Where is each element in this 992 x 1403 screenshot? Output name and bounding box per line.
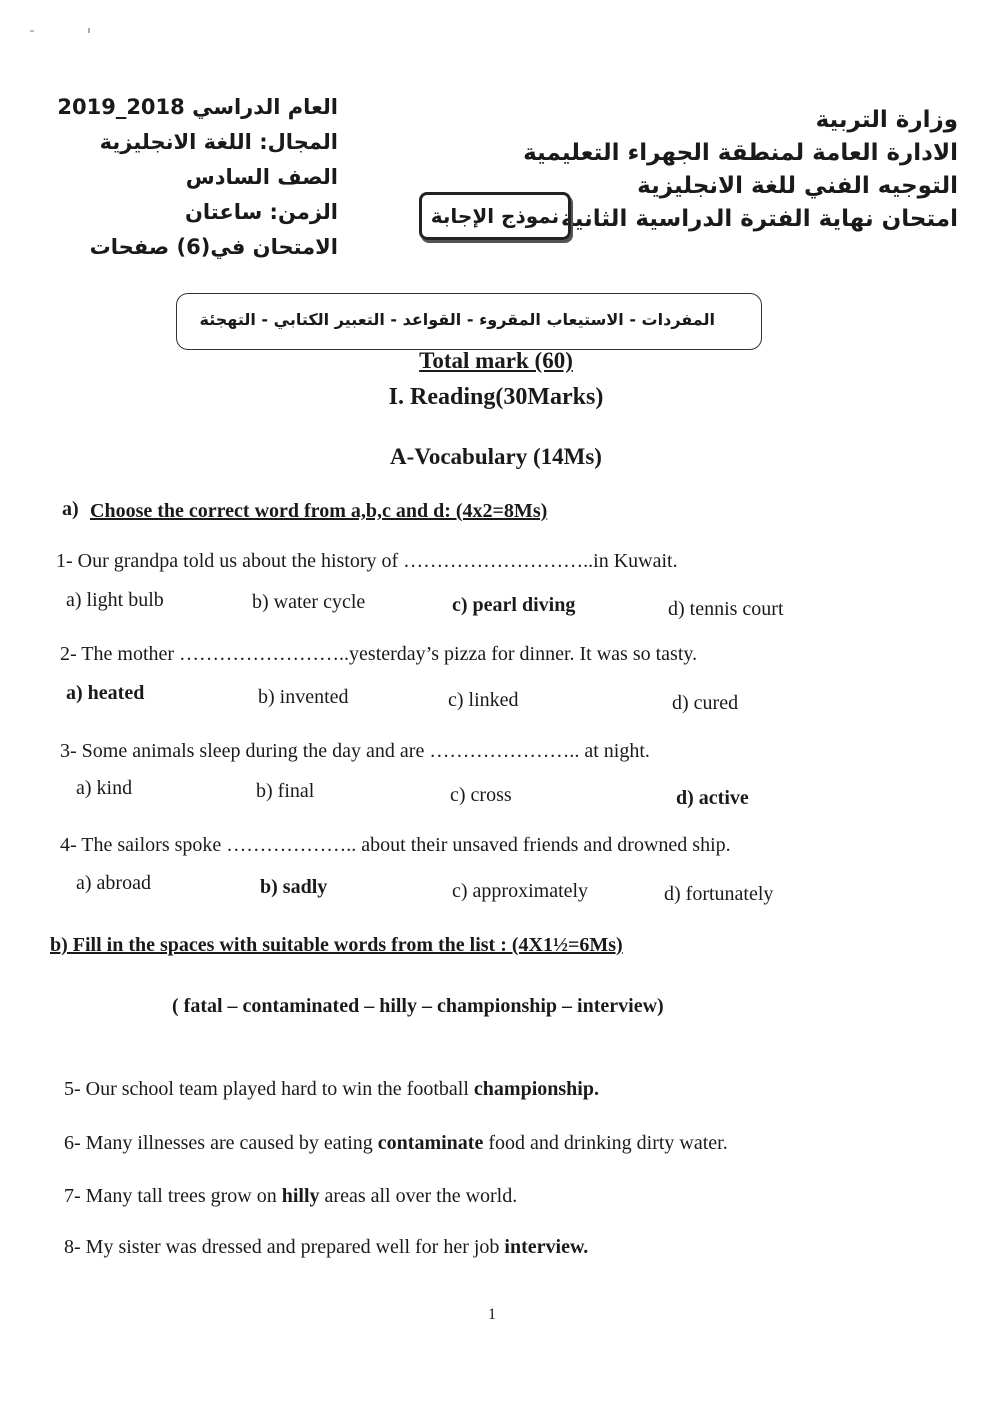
sentence-6-rest: food and drinking dirty water. (483, 1132, 728, 1154)
sentence-8-answer: interview. (504, 1236, 589, 1258)
question-3-option-d-answer: d) active (676, 787, 749, 809)
section-a-label: a) (62, 498, 79, 520)
ministry-name: وزارة التربية (815, 107, 958, 133)
question-2-option-c: c) linked (448, 689, 519, 711)
question-3-stem: 3- Some animals sleep during the day and are ………………….. at night. (60, 740, 650, 762)
academic-year: العام الدراسي 2018_2019 (57, 95, 338, 119)
page-count: الامتحان في(6) صفحات (89, 235, 338, 259)
sentence-8 (64, 1236, 588, 1259)
header-ministry-block (523, 104, 958, 236)
model-answer-stamp: نموذج الإجابة (419, 192, 571, 240)
question-1-option-c-answer: c) pearl diving (452, 594, 576, 616)
sentence-6 (64, 1132, 728, 1155)
sentence-6-answer: contaminate (377, 1132, 484, 1154)
skills-list: المفردات - الاستيعاب المقروء - القواعد - التعبير الكتابي - التهجئة (199, 310, 715, 329)
section-b-word-list: ( fatal – contaminated – hilly – championship – interview) (172, 995, 664, 1017)
question-1-option-a: a) light bulb (66, 589, 164, 611)
question-2-stem: 2- The mother ……………………..yesterday’s pizza for dinner. It was so tasty. (60, 643, 698, 665)
question-4-option-a: a) abroad (76, 872, 151, 894)
question-3-option-c: c) cross (450, 784, 512, 806)
sentence-5-answer: championship. (473, 1078, 599, 1100)
question-2-option-a-answer: a) heated (66, 682, 145, 704)
sentence-7-answer: hilly (281, 1185, 320, 1207)
subject: المجال: اللغة الانجليزية (99, 130, 338, 154)
question-2-option-b: b) invented (258, 686, 349, 708)
question-3-option-b: b) final (256, 780, 315, 802)
sentence-7-text: 7- Many tall trees grow on (64, 1185, 282, 1207)
vocabulary-section-title: A-Vocabulary (14Ms) (390, 444, 602, 469)
skills-box (176, 293, 762, 350)
section-a-heading: Choose the correct word from a,b,c and d: (4x2=8Ms) (90, 500, 548, 522)
question-2-option-d: d) cured (672, 692, 739, 714)
sentence-8-text: 8- My sister was dressed and prepared well for her job (64, 1236, 505, 1258)
question-4-option-b-answer: b) sadly (260, 876, 328, 898)
sentence-6-text: 6- Many illnesses are caused by eating (64, 1132, 378, 1154)
header-exam-info-block (57, 90, 338, 265)
supervision-name: التوجيه الفني للغة الانجليزية (637, 173, 958, 199)
exam-name: امتحان نهاية الفترة الدراسية الثانية (560, 206, 958, 232)
question-4-option-d: d) fortunately (664, 883, 774, 905)
scan-speck (30, 30, 34, 32)
question-1-option-b: b) water cycle (252, 591, 366, 613)
question-1-option-d: d) tennis court (668, 598, 784, 620)
grade: الصف السادس (185, 165, 338, 189)
section-b-heading: b) Fill in the spaces with suitable words from the list : (4X1½=6Ms) (50, 934, 623, 956)
total-mark-title: Total mark (60) (419, 348, 573, 373)
sentence-7-rest: areas all over the world. (319, 1185, 518, 1207)
question-4-option-c: c) approximately (452, 880, 589, 902)
question-4-stem: 4- The sailors spoke ……………….. about their unsaved friends and drowned ship. (60, 834, 731, 856)
question-1-stem: 1- Our grandpa told us about the history of ………………………..in Kuwait. (56, 550, 678, 572)
page-number: 1 (488, 1306, 496, 1323)
sentence-5 (64, 1078, 599, 1101)
reading-section-title: I. Reading(30Marks) (388, 384, 604, 410)
administration-name: الادارة العامة لمنطقة الجهراء التعليمية (523, 140, 958, 166)
scan-speck (88, 28, 90, 33)
sentence-5-text: 5- Our school team played hard to win the football (64, 1078, 474, 1100)
question-3-option-a: a) kind (76, 777, 133, 799)
sentence-7 (64, 1185, 517, 1208)
exam-time: الزمن: ساعتان (184, 200, 338, 224)
